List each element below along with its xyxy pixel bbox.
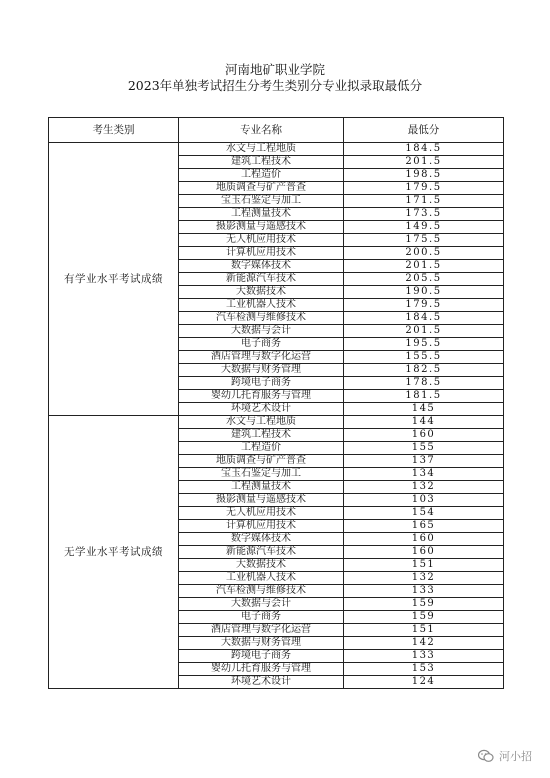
- score-cell: 153: [344, 663, 504, 676]
- major-cell: 工程测量技术: [179, 481, 344, 494]
- table-row: [49, 416, 504, 429]
- table-row: [49, 143, 504, 156]
- score-cell: 165: [344, 520, 504, 533]
- score-cell: 142: [344, 637, 504, 650]
- score-cell: 159: [344, 598, 504, 611]
- score-cell: 190.5: [344, 286, 504, 299]
- score-cell: 201.5: [344, 260, 504, 273]
- score-cell: 184.5: [344, 312, 504, 325]
- major-cell: 数字媒体技术: [179, 533, 344, 546]
- page-subtitle: 2023年单独考试招生分考生类别分专业拟录取最低分: [127, 78, 423, 93]
- major-cell: 电子商务: [179, 611, 344, 624]
- score-table: [48, 117, 504, 689]
- score-cell: 175.5: [344, 234, 504, 247]
- major-cell: 摄影测量与遥感技术: [179, 494, 344, 507]
- major-cell: 电子商务: [179, 338, 344, 351]
- major-cell: 大数据与财务管理: [179, 364, 344, 377]
- score-cell: 159: [344, 611, 504, 624]
- category-cell: 有学业水平考试成绩: [49, 143, 179, 416]
- major-cell: 地质调查与矿产普查: [179, 182, 344, 195]
- major-cell: 婴幼儿托育服务与管理: [179, 390, 344, 403]
- major-cell: 环境艺术设计: [179, 676, 344, 689]
- major-cell: 工程造价: [179, 442, 344, 455]
- category-cell: 无学业水平考试成绩: [49, 416, 179, 689]
- score-cell: 144: [344, 416, 504, 429]
- score-cell: 132: [344, 481, 504, 494]
- score-cell: 154: [344, 507, 504, 520]
- major-cell: 跨境电子商务: [179, 377, 344, 390]
- score-cell: 160: [344, 429, 504, 442]
- score-cell: 155.5: [344, 351, 504, 364]
- score-cell: 160: [344, 546, 504, 559]
- major-cell: 环境艺术设计: [179, 403, 344, 416]
- score-cell: 145: [344, 403, 504, 416]
- score-cell: 201.5: [344, 325, 504, 338]
- score-cell: 179.5: [344, 182, 504, 195]
- major-cell: 工业机器人技术: [179, 572, 344, 585]
- score-cell: 178.5: [344, 377, 504, 390]
- column-header-category: 考生类别: [49, 118, 179, 143]
- major-cell: 地质调查与矿产普查: [179, 455, 344, 468]
- major-cell: 无人机应用技术: [179, 234, 344, 247]
- major-cell: 大数据技术: [179, 559, 344, 572]
- major-cell: 建筑工程技术: [179, 156, 344, 169]
- score-cell: 179.5: [344, 299, 504, 312]
- major-cell: 宝玉石鉴定与加工: [179, 468, 344, 481]
- major-cell: 工业机器人技术: [179, 299, 344, 312]
- major-cell: 工程造价: [179, 169, 344, 182]
- major-cell: 新能源汽车技术: [179, 546, 344, 559]
- table-header-row: [49, 118, 504, 143]
- major-cell: 摄影测量与遥感技术: [179, 221, 344, 234]
- major-cell: 数字媒体技术: [179, 260, 344, 273]
- score-cell: 151: [344, 559, 504, 572]
- major-cell: 酒店管理与数字化运营: [179, 351, 344, 364]
- score-cell: 137: [344, 455, 504, 468]
- score-cell: 160: [344, 533, 504, 546]
- major-cell: 计算机应用技术: [179, 520, 344, 533]
- score-cell: 201.5: [344, 156, 504, 169]
- score-cell: 198.5: [344, 169, 504, 182]
- major-cell: 婴幼儿托育服务与管理: [179, 663, 344, 676]
- major-cell: 新能源汽车技术: [179, 273, 344, 286]
- score-cell: 181.5: [344, 390, 504, 403]
- major-cell: 跨境电子商务: [179, 650, 344, 663]
- score-cell: 133: [344, 585, 504, 598]
- score-cell: 195.5: [344, 338, 504, 351]
- score-cell: 182.5: [344, 364, 504, 377]
- major-cell: 计算机应用技术: [179, 247, 344, 260]
- score-cell: 132: [344, 572, 504, 585]
- score-cell: 133: [344, 650, 504, 663]
- major-cell: 大数据与会计: [179, 325, 344, 338]
- major-cell: 水文与工程地质: [179, 143, 344, 156]
- page-title: 河南地矿职业学院: [224, 62, 325, 77]
- score-cell: 151: [344, 624, 504, 637]
- major-cell: 工程测量技术: [179, 208, 344, 221]
- major-cell: 无人机应用技术: [179, 507, 344, 520]
- major-cell: 大数据与财务管理: [179, 637, 344, 650]
- major-cell: 水文与工程地质: [179, 416, 344, 429]
- wechat-icon: [478, 749, 494, 763]
- score-cell: 155: [344, 442, 504, 455]
- major-cell: 建筑工程技术: [179, 429, 344, 442]
- watermark: [478, 748, 532, 764]
- score-cell: 171.5: [344, 195, 504, 208]
- major-cell: 汽车检测与维修技术: [179, 312, 344, 325]
- score-cell: 184.5: [344, 143, 504, 156]
- score-cell: 103: [344, 494, 504, 507]
- table-body: [49, 143, 504, 689]
- column-header-major: 专业名称: [179, 118, 344, 143]
- score-cell: 134: [344, 468, 504, 481]
- score-cell: 124: [344, 676, 504, 689]
- major-cell: 大数据技术: [179, 286, 344, 299]
- score-cell: 173.5: [344, 208, 504, 221]
- major-cell: 汽车检测与维修技术: [179, 585, 344, 598]
- score-cell: 205.5: [344, 273, 504, 286]
- major-cell: 酒店管理与数字化运营: [179, 624, 344, 637]
- watermark-text: 河小招: [499, 750, 532, 763]
- major-cell: 大数据与会计: [179, 598, 344, 611]
- major-cell: 宝玉石鉴定与加工: [179, 195, 344, 208]
- score-cell: 200.5: [344, 247, 504, 260]
- column-header-score: 最低分: [344, 118, 504, 143]
- score-cell: 149.5: [344, 221, 504, 234]
